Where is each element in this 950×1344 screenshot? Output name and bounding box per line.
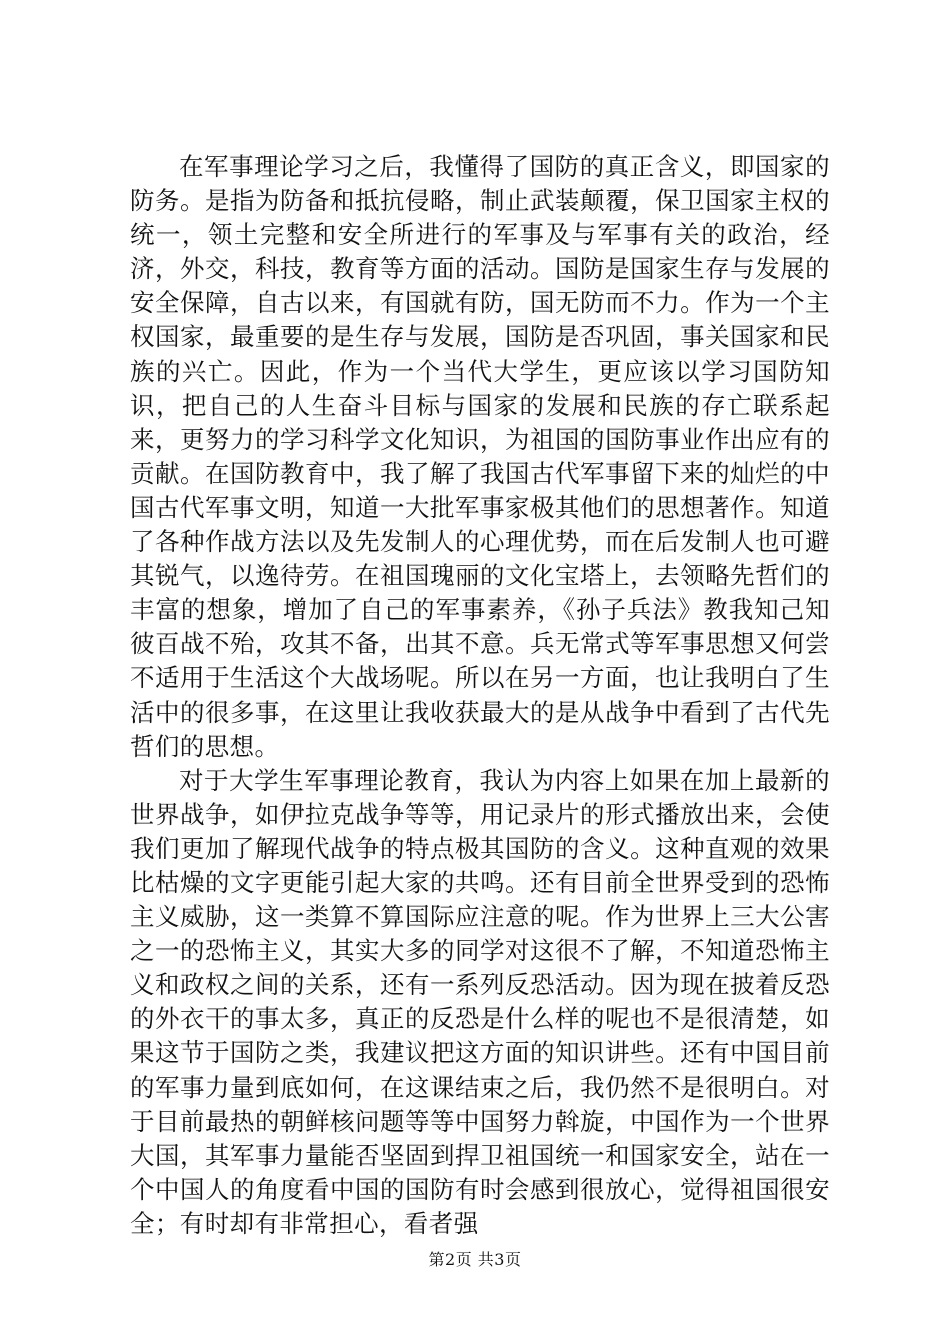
page-number-footer: 第2页 共3页 [428, 1250, 522, 1269]
document-body [130, 150, 830, 1241]
body-paragraph-2: 对于大学生军事理论教育，我认为内容上如果在加上最新的世界战争，如伊拉克战争等等，用记录片的形式播放出来，会使我们更加了解现代战争的特点极其国防的含义。这种直观的效果比枯燥的文字更能引起大家的共鸣。还有目前全世界受到的恐怖主义威胁，这一类算不算国际应注意的呢。作为世界上三大公害之一的恐怖主义，其实大多的同学对这很不了解，不知道恐怖主义和政权之间的关系，还有一系列反恐活动。因为现在披着反恐的外衣干的事太多，真正的反恐是什么样的呢也不是很清楚，如果这节于国防之类，我建议把这方面的知识讲些。还有中国目前的军事力量到底如何，在这课结束之后，我仍然不是很明白。对于目前最热的朝鲜核问题等等中国努力斡旋，中国作为一个世界大国，其军事力量能否坚固到捍卫祖国统一和国家安全，站在一个中国人的角度看中国的国防有时会感到很放心，觉得祖国很安全；有时却有非常担心，看者强 [130, 765, 830, 1238]
body-paragraph-1: 在军事理论学习之后，我懂得了国防的真正含义，即国家的防务。是指为防备和抵抗侵略，制止武装颠覆，保卫国家主权的统一，领土完整和安全所进行的军事及与军事有关的政治，经济，外交，科技，教育等方面的活动。国防是国家生存与发展的安全保障，自古以来，有国就有防，国无防而不力。作为一个主权国家，最重要的是生存与发展，国防是否巩固，事关国家和民族的兴亡。因此，作为一个当代大学生，更应该以学习国防知识，把自己的人生奋斗目标与国家的发展和民族的存亡联系起来，更努力的学习科学文化知识，为祖国的国防事业作出应有的贡献。在国防教育中，我了解了我国古代军事留下来的灿烂的中国古代军事文明，知道一大批军事家极其他们的思想著作。知道了各种作战方法以及先发制人的心理优势，而在后发制人也可避其锐气，以逸待劳。在祖国瑰丽的文化宝塔上，去领略先哲们的丰富的想象，增加了自己的军事素养，《孙子兵法》教我知己知彼百战不殆，攻其不备，出其不意。兵无常式等军事思想又何尝不适用于生活这个大战场呢。所以在另一方面，也让我明白了生活中的很多事，在这里让我收获最大的是从战争中看到了古代先哲们的思想。 [130, 152, 830, 761]
